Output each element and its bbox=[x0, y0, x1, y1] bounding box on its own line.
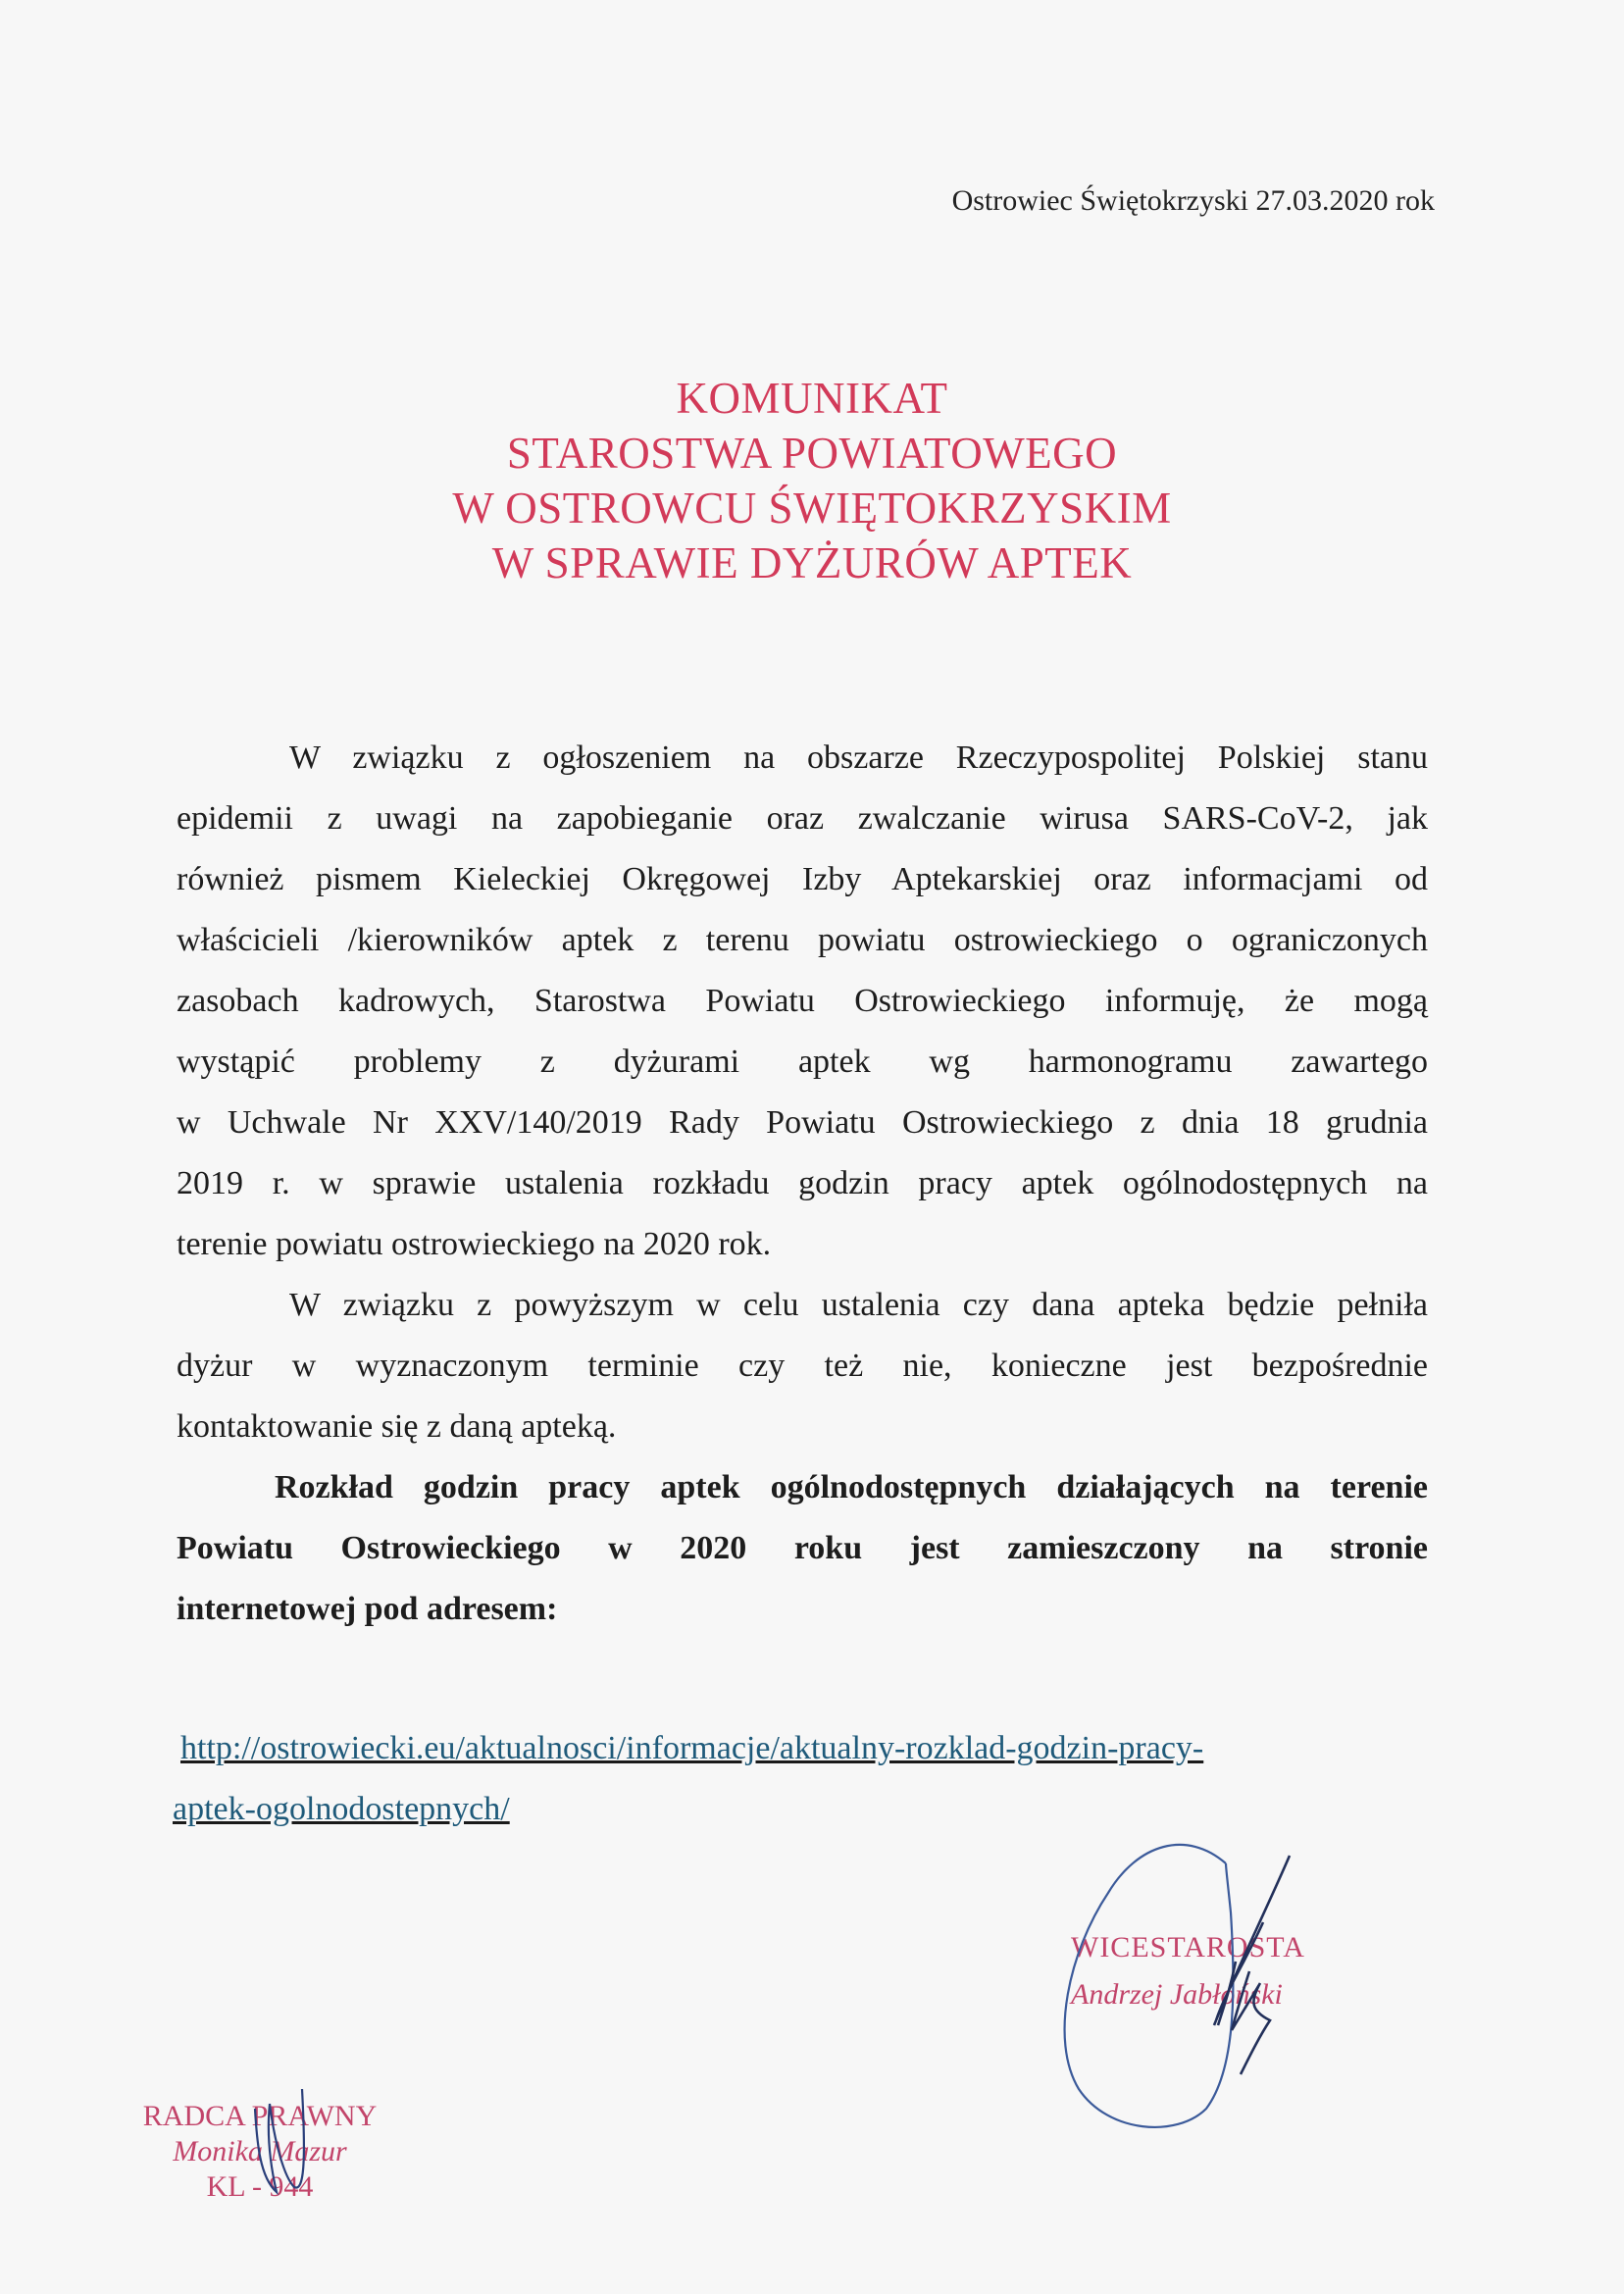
text-line: W związku z powyższym w celu ustalenia czy dana apteka będzie pełniła bbox=[289, 1287, 1428, 1323]
title-line: W SPRAWIE DYŻURÓW APTEK bbox=[491, 538, 1133, 587]
stamp-number: KL - 944 bbox=[206, 2170, 314, 2203]
place-date: Ostrowiec Świętokrzyski 27.03.2020 rok bbox=[951, 184, 1435, 217]
text-line: terenie powiatu ostrowieckiego na 2020 rok. bbox=[177, 1226, 772, 1262]
stamp-name: Andrzej Jabłoński bbox=[1071, 1978, 1283, 2011]
signature-vicestarosta bbox=[1040, 1824, 1363, 2148]
text-line: właścicieli /kierowników aptek z terenu powiatu ostrowieckiego o ograniczonych bbox=[177, 922, 1428, 958]
title-line: W OSTROWCU ŚWIĘTOKRZYSKIM bbox=[452, 484, 1172, 533]
link-line[interactable]: aptek-ogolnodostepnych/ bbox=[173, 1791, 510, 1827]
text-line: zasobach kadrowych, Starostwa Powiatu Ostrowieckiego informuję, że mogą bbox=[177, 983, 1428, 1019]
schedule-link[interactable] bbox=[173, 1718, 1203, 1840]
text-line: w Uchwale Nr XXV/140/2019 Rady Powiatu Ostrowieckiego z dnia 18 grudnia bbox=[177, 1104, 1428, 1141]
document-title bbox=[0, 371, 1624, 590]
paragraph-2 bbox=[177, 1275, 1428, 1457]
stamp-role: RADCA PRAWNY bbox=[142, 2100, 378, 2132]
text-line: wystąpić problemy z dyżurami aptek wg harmonogramu zawartego bbox=[177, 1044, 1428, 1080]
text-line: Powiatu Ostrowieckiego w 2020 roku jest zamieszczony na stronie bbox=[177, 1530, 1428, 1566]
stamp-name: Monika Mazur bbox=[173, 2135, 347, 2167]
paragraph-3 bbox=[177, 1457, 1428, 1640]
stamp-role: WICESTAROSTA bbox=[1071, 1931, 1305, 1963]
text-line: również pismem Kieleckiej Okręgowej Izby Aptekarskiej oraz informacjami od bbox=[177, 861, 1428, 897]
document-body bbox=[177, 728, 1428, 1640]
text-line: kontaktowanie się z daną apteką. bbox=[177, 1408, 617, 1445]
text-line: W związku z ogłoszeniem na obszarze Rzeczypospolitej Polskiej stanu bbox=[289, 739, 1428, 776]
title-line: KOMUNIKAT bbox=[676, 374, 948, 423]
text-line: epidemii z uwagi na zapobieganie oraz zwalczanie wirusa SARS-CoV-2, jak bbox=[177, 800, 1428, 837]
paragraph-1 bbox=[177, 728, 1428, 1275]
text-line: Rozkład godzin pracy aptek ogólnodostępnych działających na terenie bbox=[275, 1469, 1428, 1505]
text-line: 2019 r. w sprawie ustalenia rozkładu godzin pracy aptek ogólnodostępnych na bbox=[177, 1165, 1428, 1201]
link-line[interactable]: http://ostrowiecki.eu/aktualnosci/informacje/aktualny-rozklad-godzin-pracy- bbox=[180, 1730, 1204, 1766]
title-line: STAROSTWA POWIATOWEGO bbox=[506, 429, 1118, 478]
signature-radca-prawny bbox=[216, 2084, 314, 2212]
text-line: internetowej pod adresem: bbox=[177, 1591, 558, 1627]
text-line: dyżur w wyznaczonym terminie czy też nie, konieczne jest bezpośrednie bbox=[177, 1348, 1428, 1384]
